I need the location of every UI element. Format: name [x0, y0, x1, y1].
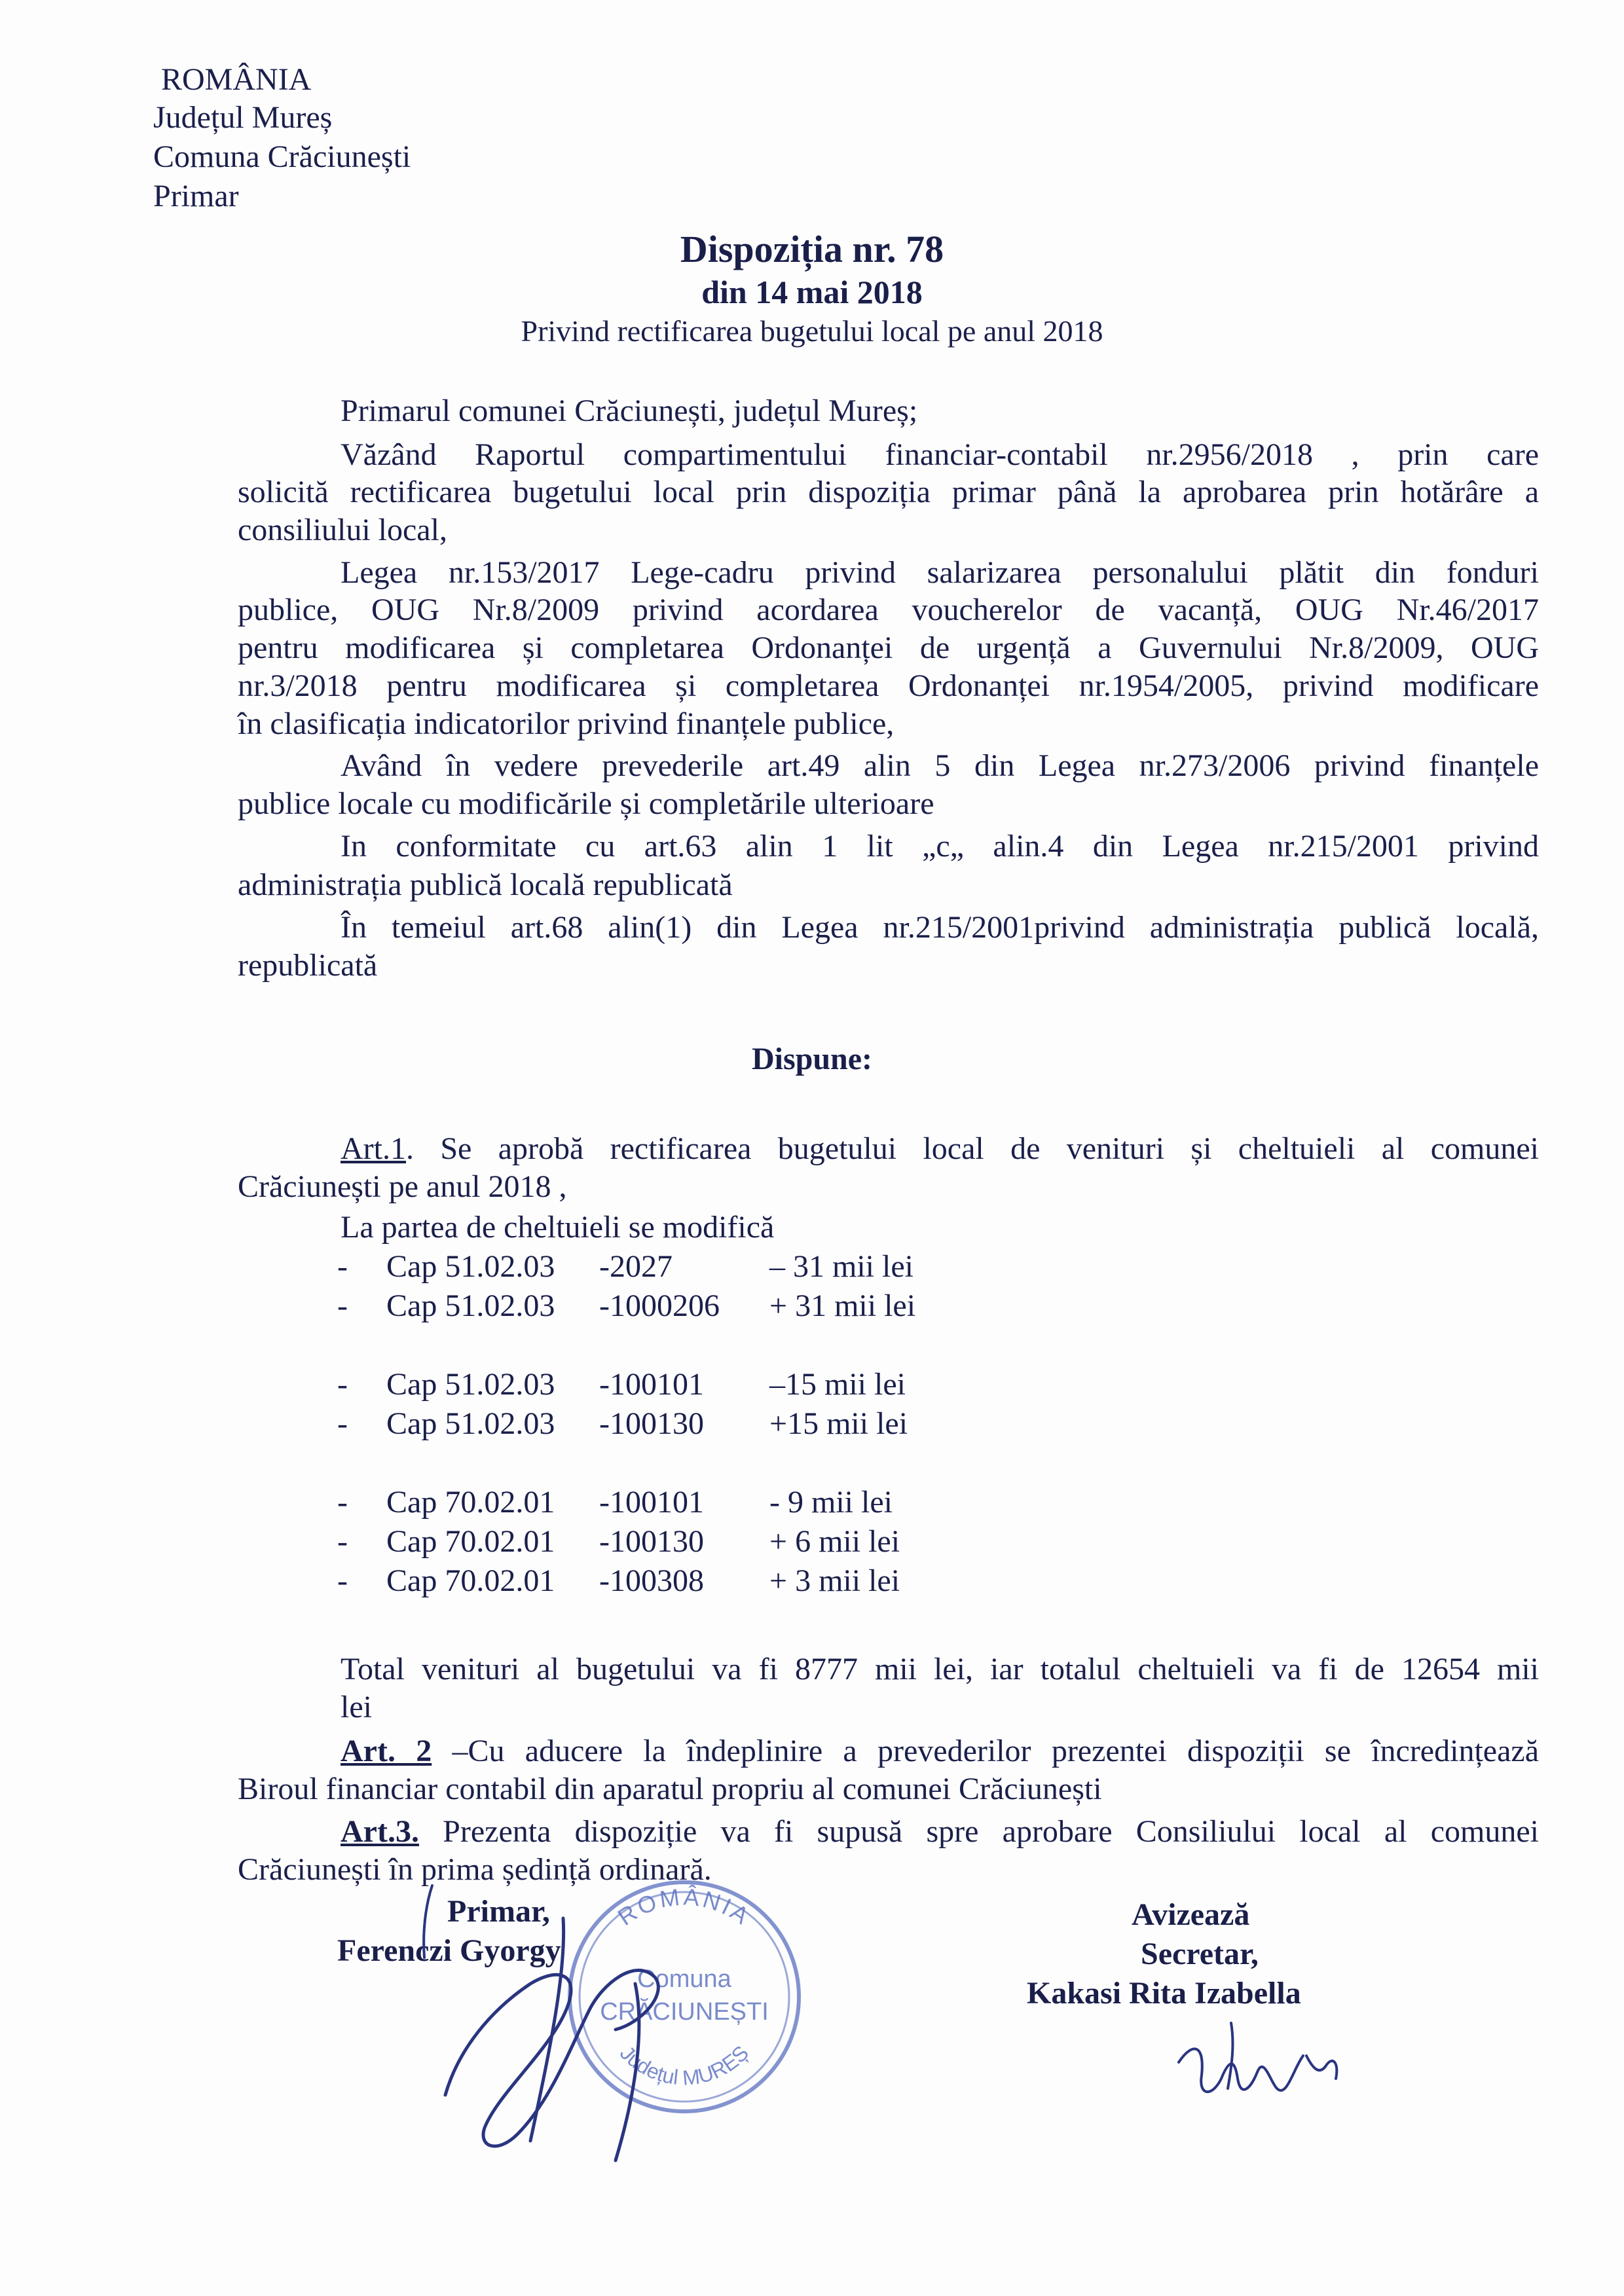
budget-item-code: -1000206 [599, 1288, 720, 1323]
art1-line: La partea de cheltuieli se modifică [341, 1210, 775, 1245]
avizeaza-label: Avizează [1132, 1897, 1250, 1932]
mayor-signature [419, 1879, 760, 2167]
art2-line: Biroul financiar contabil din aparatul propriu al comunei Crăciunești [238, 1772, 1102, 1806]
budget-item-dash: - [337, 1288, 348, 1323]
preamble-line: In conformitate cu art.63 alin 1 lit „c„ alin.4 din Legea nr.215/2001 privind [341, 829, 1539, 864]
budget-item-code: -100101 [599, 1367, 704, 1402]
budget-item-row [0, 1483, 1624, 1522]
budget-item-chapter: Cap 70.02.01 [386, 1563, 555, 1598]
budget-item-row [0, 1522, 1624, 1561]
document-title: Dispoziția nr. 78 [680, 228, 944, 270]
art2-text: –Cu aducere la îndeplinire a prevederilor prezentei dispoziții se încredințează [432, 1734, 1540, 1768]
preamble-line: consiliului local, [238, 513, 447, 547]
budget-item-dash: - [337, 1406, 348, 1441]
art3-label: Art.3. [341, 1814, 419, 1849]
budget-item-amount: + 6 mii lei [769, 1524, 900, 1559]
preamble-line: administrația publică locală republicată [238, 867, 733, 902]
art3-line [341, 1812, 1539, 1851]
document-date: din 14 mai 2018 [701, 274, 923, 310]
header-county: Județul Mureș [153, 100, 333, 135]
total-line: Total venituri al bugetului va fi 8777 mii lei, iar totalul cheltuieli va fi de 12654 mii [341, 1652, 1539, 1686]
budget-item-chapter: Cap 51.02.03 [386, 1249, 555, 1284]
header-country: ROMÂNIA [161, 62, 312, 97]
art1-label: Art.1 [341, 1131, 406, 1166]
budget-item-row [0, 1247, 1624, 1286]
preamble-line: Primarul comunei Crăciunești, județul Mureș; [341, 393, 918, 428]
budget-item-chapter: Cap 70.02.01 [386, 1485, 555, 1520]
mayor-name: Ferenczi Gyorgy [337, 1933, 561, 1968]
art2-label: Art. 2 [341, 1734, 432, 1768]
preamble-line: Văzând Raportul compartimentului financiar-contabil nr.2956/2018 , prin care [341, 437, 1539, 472]
budget-item-row [0, 1286, 1624, 1326]
secretary-signature [1172, 2016, 1356, 2115]
budget-item-amount: + 3 mii lei [769, 1563, 900, 1598]
budget-item-dash: - [337, 1485, 348, 1520]
header-office: Primar [153, 179, 239, 213]
budget-item-code: -100308 [599, 1563, 704, 1598]
mayor-title: Primar, [447, 1894, 550, 1929]
stamp-middle-text: Comuna [637, 1965, 731, 1993]
budget-item-row [0, 1365, 1624, 1404]
preamble-line: în clasificația indicatorilor privind finanțele publice, [238, 706, 895, 741]
stamp-bottom-text: Județul MUREȘ [615, 2041, 754, 2090]
secretary-name: Kakasi Rita Izabella [1027, 1976, 1301, 2011]
preamble-line: Având în vedere prevederile art.49 alin 5 din Legea nr.273/2006 privind finanțele [341, 748, 1539, 783]
art2-line [341, 1732, 1539, 1771]
preamble-line: În temeiul art.68 alin(1) din Legea nr.215/2001privind administrația publică locală, [341, 910, 1539, 945]
budget-item-row [0, 1404, 1624, 1444]
art1-line: Crăciunești pe anul 2018 , [238, 1169, 567, 1204]
preamble-line: republicată [238, 948, 378, 983]
budget-item-chapter: Cap 70.02.01 [386, 1524, 555, 1559]
stamp-top-text: ROMÂNIA [612, 1883, 756, 1931]
budget-item-dash: - [337, 1524, 348, 1559]
art1-line [341, 1129, 1539, 1169]
budget-item-amount: - 9 mii lei [769, 1485, 893, 1520]
budget-item-chapter: Cap 51.02.03 [386, 1367, 555, 1402]
budget-item-dash: - [337, 1249, 348, 1284]
budget-item-code: -2027 [599, 1249, 673, 1284]
budget-item-amount: – 31 mii lei [769, 1249, 913, 1284]
total-line: lei [341, 1690, 372, 1724]
art3-text: Prezenta dispoziție va fi supusă spre aprobare Consiliului local al comunei [418, 1814, 1539, 1849]
budget-item-code: -100130 [599, 1406, 704, 1441]
budget-item-code: -100130 [599, 1524, 704, 1559]
budget-item-amount: + 31 mii lei [769, 1288, 916, 1323]
art1-text: . Se aprobă rectificarea bugetului local de venituri și cheltuieli al comunei [405, 1131, 1539, 1166]
preamble-line: Legea nr.153/2017 Lege-cadru privind salarizarea personalului plătit din fonduri [341, 555, 1539, 590]
preamble-line: publice locale cu modificările și completările ulterioare [238, 786, 934, 821]
budget-item-amount: –15 mii lei [769, 1367, 906, 1402]
stamp-name-text: CRĂCIUNEȘTI [600, 1998, 769, 2026]
preamble-line: solicită rectificarea bugetului local prin dispoziția primar până la aprobarea prin hotărâre a [238, 475, 1539, 509]
budget-item-amount: +15 mii lei [769, 1406, 908, 1441]
document-subject: Privind rectificarea bugetului local pe anul 2018 [521, 314, 1103, 348]
budget-item-code: -100101 [599, 1485, 704, 1520]
header-commune: Comuna Crăciunești [153, 139, 411, 174]
budget-item-chapter: Cap 51.02.03 [386, 1406, 555, 1441]
budget-item-chapter: Cap 51.02.03 [386, 1288, 555, 1323]
section-heading-dispune: Dispune: [751, 1042, 873, 1076]
preamble-line: publice, OUG Nr.8/2009 privind acordarea voucherelor de vacanță, OUG Nr.46/2017 [238, 592, 1539, 627]
budget-item-dash: - [337, 1367, 348, 1402]
budget-item-row [0, 1561, 1624, 1601]
secretary-title: Secretar, [1141, 1937, 1259, 1971]
budget-item-dash: - [337, 1563, 348, 1598]
preamble-line: nr.3/2018 pentru modificarea și completarea Ordonanței nr.1954/2005, privind modificare [238, 668, 1539, 703]
preamble-line: pentru modificarea și completarea Ordonanței de urgență a Guvernului Nr.8/2009, OUG [238, 630, 1539, 665]
art3-line: Crăciunești în prima ședință ordinară. [238, 1852, 712, 1887]
